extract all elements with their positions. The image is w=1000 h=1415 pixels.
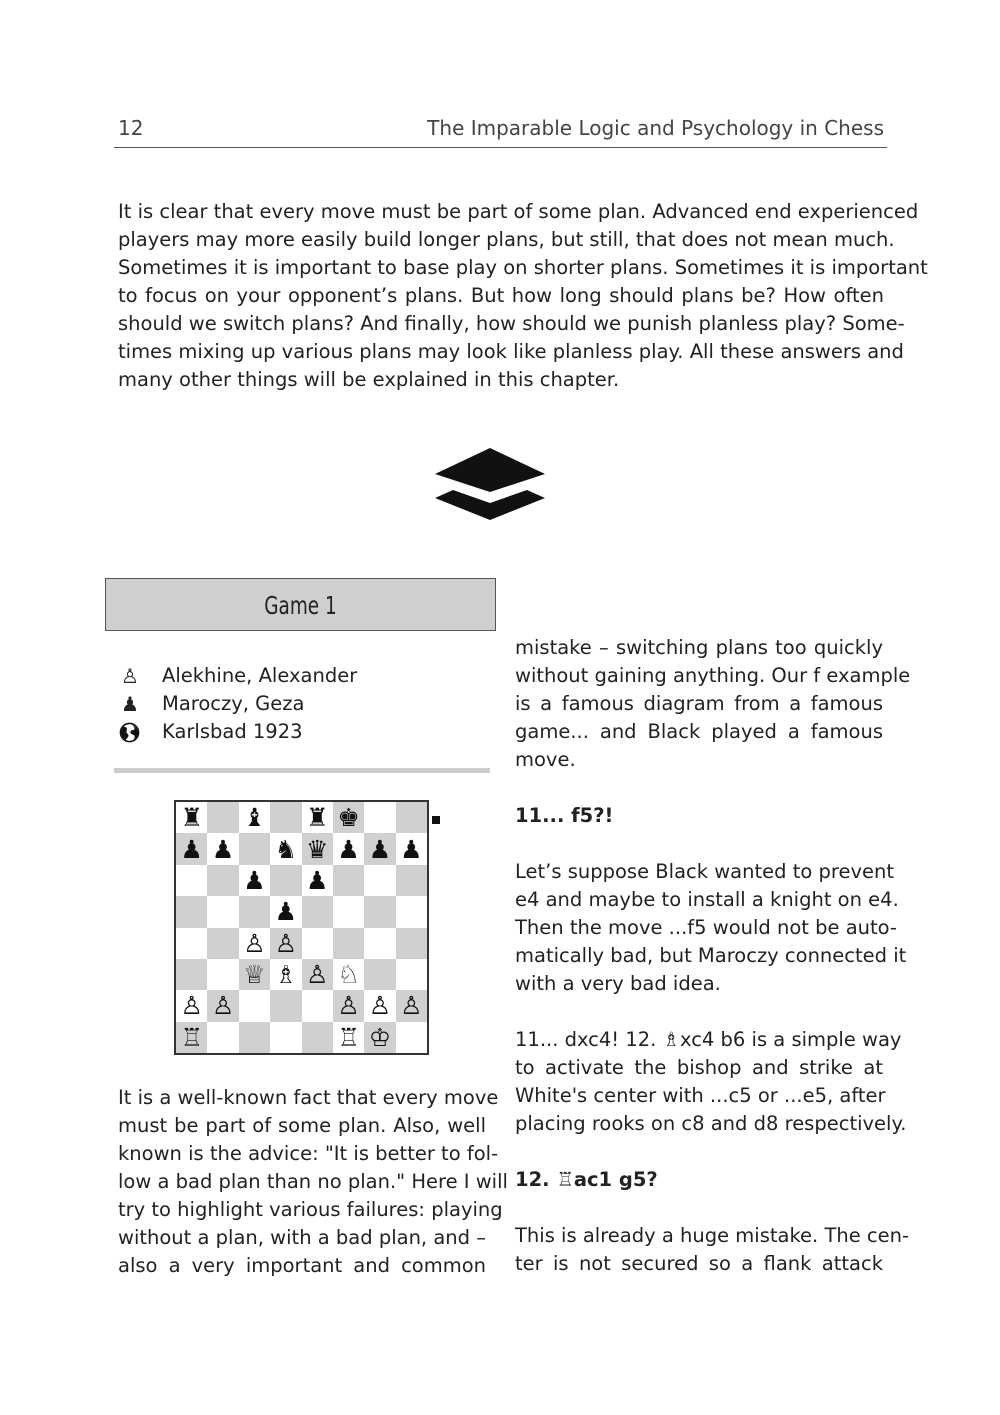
chess-piece-icon: ♕ [243,960,266,990]
board-square-a7 [176,833,207,864]
board-square-g4 [364,928,395,959]
intro-paragraph [118,198,928,394]
intro-line: players may more easily build longer plans, but still, that does not mean much. [118,228,895,251]
board-square-e1 [302,1022,333,1053]
board-square-c7 [239,833,270,864]
board-square-c5 [239,896,270,927]
intro-line: times mixing up various plans may look like planless play. All these answers and [118,340,904,363]
chess-piece-icon: ♙ [368,991,392,1021]
board-square-g7 [364,833,395,864]
chess-piece-icon: ♙ [400,991,423,1021]
chess-piece-icon: ♖ [337,1022,360,1052]
board-square-g1 [364,1022,395,1053]
chess-piece-icon: ♙ [337,991,360,1021]
board-square-a4 [176,928,207,959]
right-line: is a famous diagram from a famous [515,692,883,715]
chess-piece-icon: ♜ [180,803,203,833]
chess-piece-icon: ♙ [243,928,266,958]
intro-line: to focus on your opponent’s plans. But how long should plans be? How often [118,284,884,307]
board-square-a5 [176,896,207,927]
board-square-e2 [302,990,333,1021]
chess-piece-icon: ♘ [337,960,360,990]
chess-piece-icon: ♞ [274,834,298,864]
right-paragraph-4 [515,1222,910,1278]
chess-piece-icon: ♟ [400,834,423,864]
board-square-b3 [207,959,238,990]
left-line: also a very important and common [118,1254,486,1277]
board-square-b8 [207,802,238,833]
chess-piece-icon: ♚ [337,803,360,833]
chess-piece-icon: ♟ [337,834,360,864]
chess-piece-icon: ♟ [243,865,266,895]
board-square-h8 [396,802,427,833]
black-pawn-icon: ♟ [121,692,139,716]
running-title: The Imparable Logic and Psychology in Chess [427,116,884,140]
header-rule [114,147,887,148]
board-square-b6 [207,865,238,896]
board-square-a6 [176,865,207,896]
board-square-f1 [333,1022,364,1053]
chess-piece-icon: ♙ [305,960,329,990]
right-line: game... and Black played a famous [515,720,883,743]
board-square-g2 [364,990,395,1021]
chess-piece-icon: ♟ [180,834,203,864]
board-square-d5 [270,896,301,927]
left-line: without a plan, with a bad plan, and – [118,1226,486,1249]
intro-line: many other things will be explained in this chapter. [118,368,620,391]
chess-piece-icon: ♙ [211,991,235,1021]
board-square-a2 [176,990,207,1021]
chess-piece-icon: ♜ [305,803,329,833]
white-pawn-icon: ♙ [121,664,139,688]
right-line: This is already a huge mistake. The cen- [515,1224,910,1247]
game-header-box [105,578,496,631]
board-square-d4 [270,928,301,959]
chess-piece-icon: ♟ [368,834,392,864]
white-player-name: Alekhine, Alexander [162,664,358,687]
board-square-e7 [302,833,333,864]
black-to-move-marker [432,816,440,824]
chess-piece-icon: ♟ [305,865,329,895]
chess-piece-icon: ♛ [305,834,329,864]
board-square-f6 [333,865,364,896]
board-square-c8 [239,802,270,833]
board-square-h7 [396,833,427,864]
board-square-b7 [207,833,238,864]
right-line: placing rooks on c8 and d8 respectively. [515,1112,907,1135]
board-square-e6 [302,865,333,896]
layers-icon [433,446,547,522]
board-square-d3 [270,959,301,990]
board-square-e3 [302,959,333,990]
venue-text: Karlsbad 1923 [162,720,303,743]
board-square-a3 [176,959,207,990]
chess-piece-icon: ♙ [274,928,298,958]
right-paragraph-2 [515,858,907,998]
section-separator [114,768,490,773]
right-line: with a very bad idea. [515,972,721,995]
left-line: known is the advice: "It is better to fol- [118,1142,499,1165]
board-square-a1 [176,1022,207,1053]
left-line: must be part of some plan. Also, well [118,1114,486,1137]
board-square-g5 [364,896,395,927]
board-square-f3 [333,959,364,990]
board-square-d7 [270,833,301,864]
board-square-c3 [239,959,270,990]
right-line: ter is not secured so a flank attack [515,1252,883,1275]
right-paragraph-1 [515,634,911,774]
globe-icon [119,722,140,743]
board-square-b4 [207,928,238,959]
board-square-c4 [239,928,270,959]
chess-piece-icon: ♟ [211,834,235,864]
intro-line: It is clear that every move must be part of some plan. Advanced end experienced [118,200,919,223]
black-player-name: Maroczy, Geza [162,692,305,715]
intro-line: should we switch plans? And finally, how should we punish planless play? Some- [118,312,905,335]
game-title: Game 1 [264,591,337,620]
board-square-f7 [333,833,364,864]
left-line: try to highlight various failures: playing [118,1198,503,1221]
board-square-h1 [396,1022,427,1053]
board-square-h4 [396,928,427,959]
board-square-f8 [333,802,364,833]
board-square-b5 [207,896,238,927]
board-square-f2 [333,990,364,1021]
chess-piece-icon: ♗ [274,960,298,990]
right-line: move. [515,748,576,771]
board-square-f5 [333,896,364,927]
move-notation: 12. ♖ac1 g5? [515,1168,658,1191]
move-notation: 11... f5?! [515,804,614,827]
right-line: e4 and maybe to install a knight on e4. [515,888,899,911]
chess-piece-icon: ♟ [274,897,298,927]
chess-diagram [174,800,429,1055]
board-square-f4 [333,928,364,959]
board-square-h5 [396,896,427,927]
board-square-a8 [176,802,207,833]
board-square-b2 [207,990,238,1021]
board-square-c1 [239,1022,270,1053]
right-line: to activate the bishop and strike at [515,1056,883,1079]
right-line: White's center with ...c5 or ...e5, after [515,1084,886,1107]
board-square-e5 [302,896,333,927]
board-square-d2 [270,990,301,1021]
right-line: Let’s suppose Black wanted to prevent [515,860,894,883]
board-square-d6 [270,865,301,896]
right-line: Then the move ...f5 would not be auto- [515,916,897,939]
board-square-g8 [364,802,395,833]
intro-line: Sometimes it is important to base play on shorter plans. Sometimes it is important [118,256,928,279]
left-line: low a bad plan than no plan." Here I will [118,1170,508,1193]
board-square-e8 [302,802,333,833]
chess-piece-icon: ♙ [180,991,203,1021]
board-square-h3 [396,959,427,990]
board-square-c6 [239,865,270,896]
board-square-h2 [396,990,427,1021]
page-number: 12 [118,116,144,140]
board-square-c2 [239,990,270,1021]
chess-piece-icon: ♝ [243,803,266,833]
right-line: matically bad, but Maroczy connected it [515,944,907,967]
board-square-g6 [364,865,395,896]
board-square-d1 [270,1022,301,1053]
board-square-h6 [396,865,427,896]
board-square-d8 [270,802,301,833]
chess-piece-icon: ♖ [180,1022,203,1052]
right-line: without gaining anything. Our f example [515,664,911,687]
left-column-paragraph [118,1084,508,1280]
board-square-g3 [364,959,395,990]
right-line: mistake – switching plans too quickly [515,636,883,659]
board-square-e4 [302,928,333,959]
right-line: 11... dxc4! 12. ♗xc4 b6 is a simple way [515,1028,902,1051]
board-square-b1 [207,1022,238,1053]
right-paragraph-3 [515,1026,907,1138]
chess-piece-icon: ♔ [368,1022,392,1052]
left-line: It is a well-known fact that every move [118,1086,499,1109]
